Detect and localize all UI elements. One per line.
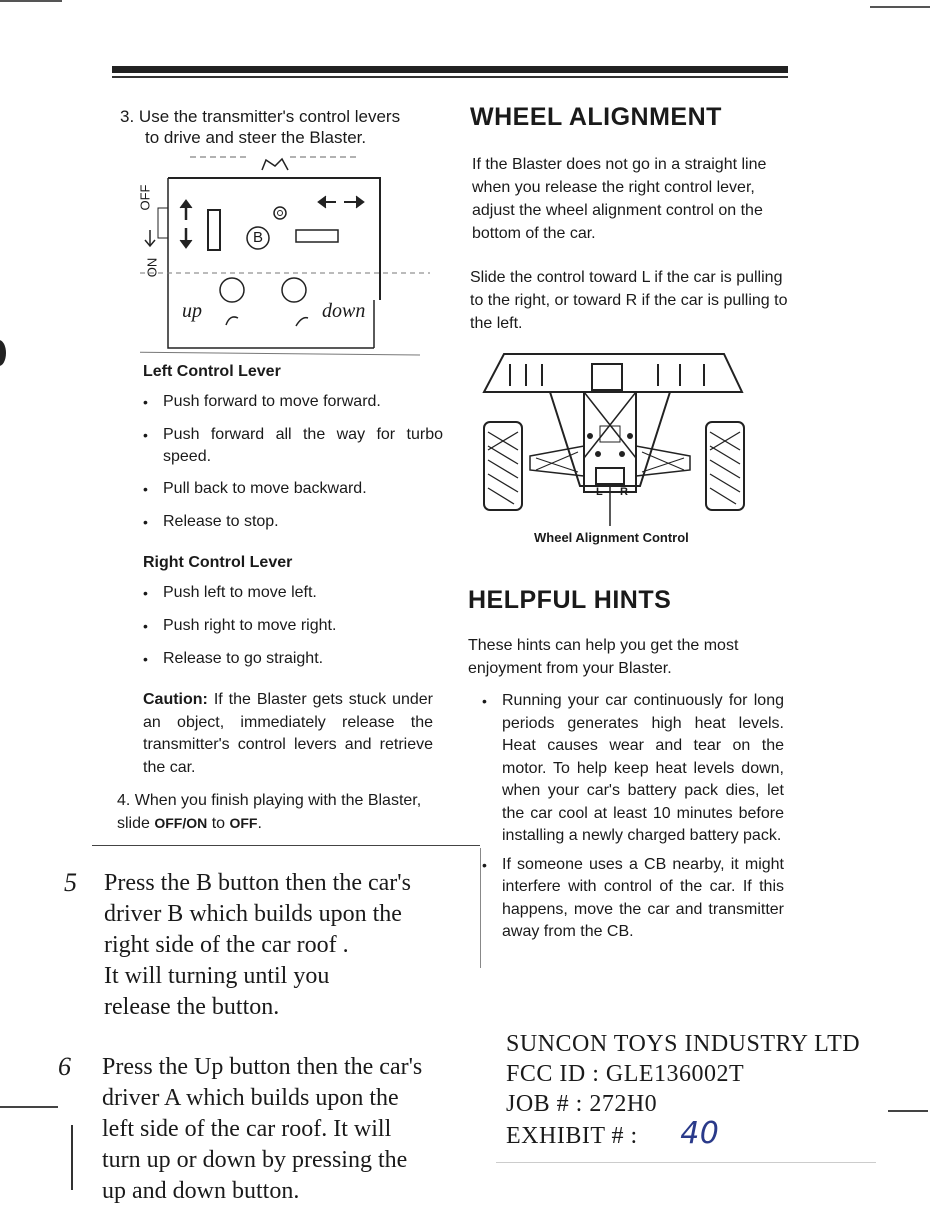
job-number: JOB # : 272H0 — [506, 1091, 658, 1117]
caution-paragraph — [143, 689, 433, 779]
exhibit-handwritten: 40 — [680, 1116, 720, 1151]
step-4-number: 4. — [117, 792, 131, 809]
right-lever-section — [143, 554, 443, 670]
exhibit-number — [506, 1116, 926, 1151]
step-4-bold-b: OFF — [229, 815, 258, 831]
scan-edge-line — [0, 0, 62, 2]
step-3 — [120, 106, 450, 148]
header-rule — [112, 66, 788, 73]
note-5-line: It will turning until you — [104, 963, 330, 989]
hints-intro: These hints can help you get the most enjoyment from your Blaster. — [468, 637, 739, 677]
wheel-alignment-diagram — [480, 346, 750, 526]
caution-label: Caution: — [143, 691, 208, 708]
note-5-line: driver B which builds upon the — [104, 901, 402, 927]
fcc-id: FCC ID : GLE136002T — [506, 1061, 745, 1087]
list-item: • Running your car continuously for long periods generates high heat levels. Heat causes wear and tear on the motor. To help keep heat levels down, when your car's battery pack dies, let the car cool at least 10 minutes before installing a newly charged battery pack. — [482, 690, 784, 848]
transmitter-diagram-drawing — [137, 150, 430, 360]
margin-mark — [0, 1106, 58, 1108]
off-label: OFF — [137, 184, 153, 211]
step-4-text-a: When you finish playing with the Blaster, slide — [117, 792, 422, 832]
down-label: down — [322, 300, 366, 322]
up-label: up — [182, 300, 202, 322]
transmitter-diagram — [137, 150, 430, 360]
margin-mark — [71, 1125, 73, 1190]
wheel-para-2: Slide the control toward L if the car is pulling to the right, or toward R if the car is pulling to the left. — [470, 269, 788, 332]
step-3-number: 3. — [120, 107, 135, 126]
helpful-hints-heading: HELPFUL HINTS — [468, 586, 672, 614]
company-underline — [496, 1162, 876, 1163]
step-4 — [117, 790, 433, 835]
notes-separator-vertical — [480, 848, 481, 968]
note-5-line: release the button. — [104, 994, 280, 1020]
list-item: • Push right to move right. — [143, 615, 443, 637]
step-4-text-c: . — [257, 815, 262, 832]
note-6-number: 6 — [58, 1052, 71, 1081]
company-block — [506, 1029, 926, 1151]
note-6 — [102, 1052, 462, 1207]
left-lever-section — [143, 363, 443, 533]
list-item: • Release to go straight. — [143, 648, 443, 670]
list-item: • Pull back to move backward. — [143, 478, 443, 500]
note-6-line: Press the Up button then the car's — [102, 1054, 423, 1080]
on-label: ON — [144, 257, 160, 278]
note-6-line: up and down button. — [102, 1178, 300, 1204]
step-4-bold-a: OFF/ON — [154, 815, 208, 831]
list-item: • Release to stop. — [143, 511, 443, 533]
caution-text: If the Blaster gets stuck under an object, immediately release the transmitter's control levers and retrieve the car. — [143, 691, 433, 776]
note-6-line: left side of the car roof. It will — [102, 1116, 392, 1142]
wheel-letter-r: R — [620, 486, 628, 498]
list-item: • Push forward all the way for turbo speed. — [143, 424, 443, 468]
notes-separator — [92, 845, 480, 846]
hints-list — [482, 690, 784, 944]
company-name: SUNCON TOYS INDUSTRY LTD — [506, 1031, 861, 1057]
note-6-line: turn up or down by pressing the — [102, 1147, 408, 1173]
exhibit-label: EXHIBIT # : — [506, 1123, 638, 1149]
left-lever-heading: Left Control Lever — [143, 363, 281, 380]
note-5-line: right side of the car roof . — [104, 932, 349, 958]
b-button-label: B — [253, 229, 264, 246]
step-3-text-line2: to drive and steer the Blaster. — [145, 128, 367, 147]
note-6-line: driver A which builds upon the — [102, 1085, 399, 1111]
note-5-number: 5 — [64, 868, 77, 897]
step-3-text-line1: Use the transmitter's control levers — [138, 107, 401, 126]
note-5 — [104, 868, 464, 1023]
wheel-caption: Wheel Alignment Control — [534, 530, 689, 545]
note-5-line: Press the B button then the car's — [104, 870, 411, 896]
scan-edge-line — [870, 6, 930, 8]
list-item: • Push left to move left. — [143, 582, 443, 604]
wheel-alignment-heading: WHEEL ALIGNMENT — [470, 103, 722, 131]
car-underside-drawing — [480, 346, 750, 526]
wheel-para-1: If the Blaster does not go in a straight line when you release the right control lever, adjust the wheel alignment control on the bottom of the car. — [472, 156, 767, 242]
list-item: • Push forward to move forward. — [143, 391, 443, 413]
step-4-text-b: to — [207, 815, 230, 832]
list-item: • If someone uses a CB nearby, it might interfere with control of the car. If this happens, move the car and transmitter away from the CB. — [482, 854, 784, 944]
right-lever-heading: Right Control Lever — [143, 554, 293, 571]
wheel-letter-l: L — [596, 486, 603, 498]
header-rule-thin — [112, 76, 788, 78]
punch-hole-mark — [0, 340, 6, 366]
